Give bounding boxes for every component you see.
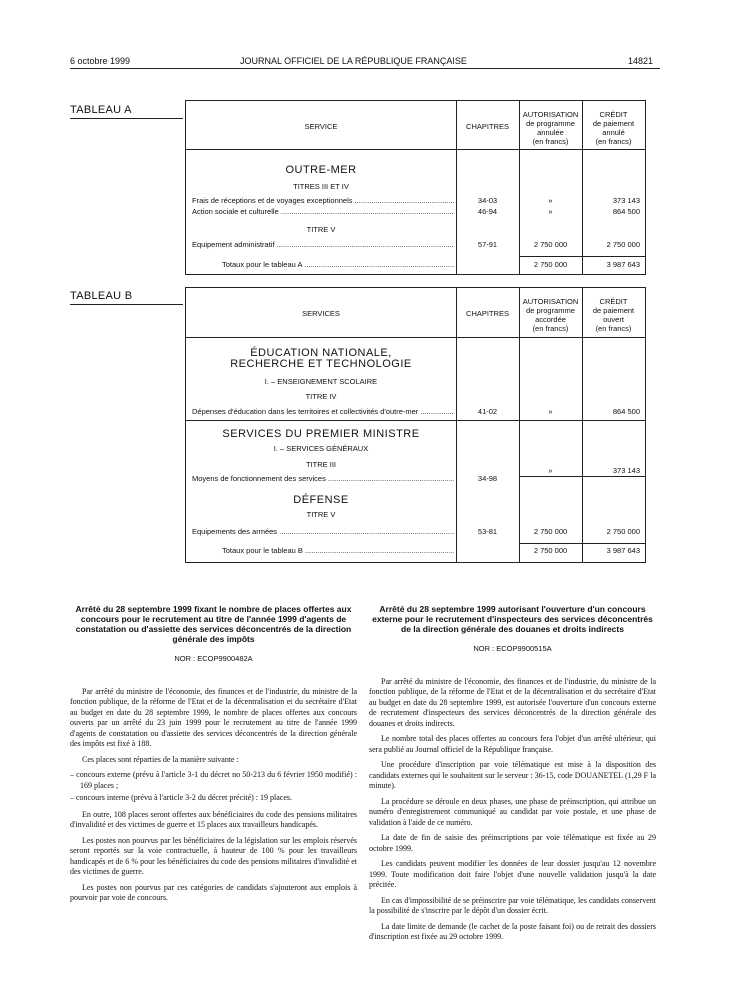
article-paragraph: Les postes non pourvus par ces catégories de candidats s'ajouteront aux emplois à pourvoir par voie de concours. (70, 882, 357, 902)
article-nor: NOR : ECOP9900482A (174, 654, 253, 663)
table-cell-chap: 34-03 (477, 196, 498, 205)
table-row-label: Action sociale et culturelle ..... (192, 207, 454, 216)
total-credit: 3 987 643 (606, 260, 640, 269)
section-title: DÉFENSE (293, 494, 349, 506)
article-title: Arrêté du 28 septembre 1999 fixant le nombre de places offertes aux concours pour le recrutement au titre de l'année 1999 d'agents de constatation ou d'assiette des services déconcentrés de la direction générale des impôts (75, 604, 352, 644)
table-cell-auto: » (548, 207, 553, 216)
col-autorisation: AUTORISATION de programme annulée (en francs) (522, 110, 579, 146)
table-cell-credit: 2 750 000 (606, 527, 640, 536)
table-cell-chap: 34-98 (477, 474, 498, 483)
col-autorisation: AUTORISATION de programme accordée (en francs) (522, 297, 579, 333)
article-paragraph: Les postes non pourvus par les bénéficiaires de la législation sur les emplois réservés seront reportés sur la voie contractuelle, à hauteur de 100 % pour les travailleurs handicapés et de 6 % pour les bénéficiaires du code des pensions militaires d'invalidité et des victimes de guerre. (70, 835, 357, 876)
subsection-heading: I. – SERVICES GÉNÉRAUX (273, 444, 369, 453)
table-cell-auto: » (548, 407, 553, 416)
table-cell-auto: » (548, 466, 553, 475)
header-journal: JOURNAL OFFICIEL DE LA RÉPUBLIQUE FRANÇAISE (240, 56, 467, 66)
table-cell-credit: 864 500 (612, 407, 640, 416)
table-row-label: Equipement administratif ..... (192, 240, 454, 249)
subsection-heading: I. – ENSEIGNEMENT SCOLAIRE (264, 377, 378, 386)
total-label: Totaux pour le tableau B ..... (222, 546, 454, 555)
tableau-b-label: TABLEAU B (70, 290, 133, 302)
section-title: SERVICES DU PREMIER MINISTRE (222, 428, 420, 440)
article-nor: NOR : ECOP9900515A (473, 644, 552, 653)
section-title: OUTRE-MER (285, 164, 357, 176)
list-item: – concours interne (prévu à l'article 3-2 du décret précité) : 19 places. (70, 793, 293, 802)
article-paragraph: Par arrêté du ministre de l'économie, des finances et de l'industrie, du ministre de la fonction publique, de la réforme de l'Etat et de la décentralisation et du secrétaire d'Etat au budget en date du 28 septembre 1999, le nombre de places offertes aux concours ouverts par un arrêté du 23 juin 1999 pour le recrutement au titre de l'année 1999 d'agents de constatation ou d'assiette des services déconcentrés de la direction générale des impôts est fixé à 188. (70, 686, 357, 748)
table-cell-chap: 53-81 (477, 527, 498, 536)
article-right (369, 604, 656, 948)
list-item: – concours externe (prévu à l'article 3-1 du décret no 50-213 du 6 février 1950 modifié) : 169 places ; (70, 770, 357, 790)
header-date: 6 octobre 1999 (70, 56, 131, 66)
tableau-a-label: TABLEAU A (70, 104, 132, 116)
table-cell-credit: 2 750 000 (606, 240, 640, 249)
table-cell-chap: 57-91 (477, 240, 498, 249)
col-chapitres: CHAPITRES (466, 309, 509, 318)
table-cell-auto: 2 750 000 (533, 527, 568, 536)
article-paragraph: La procédure se déroule en deux phases, une phase de préinscription, qui attribue un numéro d'enregistrement communiqué au candidat par voie postale, et une phase de validation à l'aide de ce numéro. (369, 796, 656, 827)
total-auto: 2 750 000 (533, 546, 568, 555)
article-paragraph: En cas d'impossibilité de se préinscrire par voie télématique, les candidats conservent la possibilité de s'inscrire par le dépôt d'un dossier écrit. (369, 895, 656, 915)
table-cell-auto: » (548, 196, 553, 205)
article-paragraph: En outre, 108 places seront offertes aux bénéficiaires du code des pensions militaires d'invalidité et des victimes de guerre et 15 places aux travailleurs handicapés. (70, 809, 357, 829)
table-cell-auto: 2 750 000 (533, 240, 568, 249)
article-paragraph: La date limite de demande (le cachet de la poste faisant foi) ou de retrait des dossiers d'inscription est fixée au 29 octobre 1999. (369, 921, 656, 941)
article-left (70, 604, 357, 909)
article-paragraph: La date de fin de saisie des préinscriptions par voie télématique est fixée au 29 octobre 1999. (369, 833, 656, 853)
col-service: SERVICE (304, 122, 338, 131)
titre-heading: TITRE III (306, 460, 336, 469)
col-credit: CRÉDIT de paiement annulé (en francs) (592, 110, 635, 146)
titre-heading: TITRES III ET IV (293, 182, 349, 191)
titre-heading: TITRE IV (305, 392, 337, 401)
table-cell-chap: 41-02 (477, 407, 498, 416)
table-cell-credit: 864 500 (612, 207, 640, 216)
article-paragraph: Les candidats peuvent modifier les données de leur dossier jusqu'au 12 novembre 1999. Toute modification doit faire l'objet d'une nouvelle validation jusqu'à la date précitée. (369, 859, 656, 889)
table-cell-chap: 46-94 (477, 207, 498, 216)
col-credit: CRÉDIT de paiement ouvert (en francs) (592, 297, 635, 333)
article-paragraph: Ces places sont réparties de la manière suivante : (82, 754, 239, 764)
tableau-b (185, 287, 646, 563)
article-paragraph: Une procédure d'inscription par voie télématique est mise à la disposition des candidats externes qui le souhaitent sur le serveur : 36-15, code DOUANETEL (1,29 F la minute). (369, 760, 656, 790)
table-row-label: Frais de réceptions et de voyages exceptionnels ..... (192, 196, 454, 205)
tableau-b-label-rule (70, 304, 183, 305)
col-chapitres: CHAPITRES (466, 122, 509, 131)
section-title: ÉDUCATION NATIONALE, RECHERCHE ET TECHNOLOGIE (230, 347, 412, 370)
header-page: 14821 (628, 56, 654, 66)
tableau-a-label-rule (70, 118, 183, 119)
total-credit: 3 987 643 (606, 546, 640, 555)
table-cell-credit: 373 143 (612, 466, 640, 475)
table-row-label: Equipements des armées ..... (192, 527, 454, 536)
table-row-label: Dépenses d'éducation dans les territoires et collectivités d'outre-mer ..... (192, 407, 454, 416)
article-paragraph: Par arrêté du ministre de l'économie, des finances et de l'industrie, du ministre de la fonction publique, de la réforme de l'Etat et de la décentralisation et du secrétaire d'Etat au budget en date du 28 septembre 1999, est autorisée l'ouverture d'un concours externe de recrutement d'inspecteurs des services déconcentrés de la direction générale des douanes et droits indirects. (369, 676, 656, 728)
header-rule (70, 68, 660, 69)
article-title: Arrêté du 28 septembre 1999 autorisant l'ouverture d'un concours externe pour le recrutement d'inspecteurs des services déconcentrés de la direction générale des douanes et droits indirects (372, 604, 653, 634)
total-auto: 2 750 000 (533, 260, 568, 269)
tableau-a (185, 100, 646, 275)
table-row-label: Moyens de fonctionnement des services ..... (192, 474, 454, 483)
titre-heading: TITRE V (306, 510, 336, 519)
total-label: Totaux pour le tableau A ..... (222, 260, 454, 269)
article-paragraph: Le nombre total des places offertes au concours fera l'objet d'un arrêté ultérieur, qui sera publié au Journal officiel de la République française. (369, 734, 656, 754)
col-services: SERVICES (302, 309, 340, 318)
table-cell-credit: 373 143 (612, 196, 640, 205)
titre-heading: TITRE V (306, 225, 336, 234)
